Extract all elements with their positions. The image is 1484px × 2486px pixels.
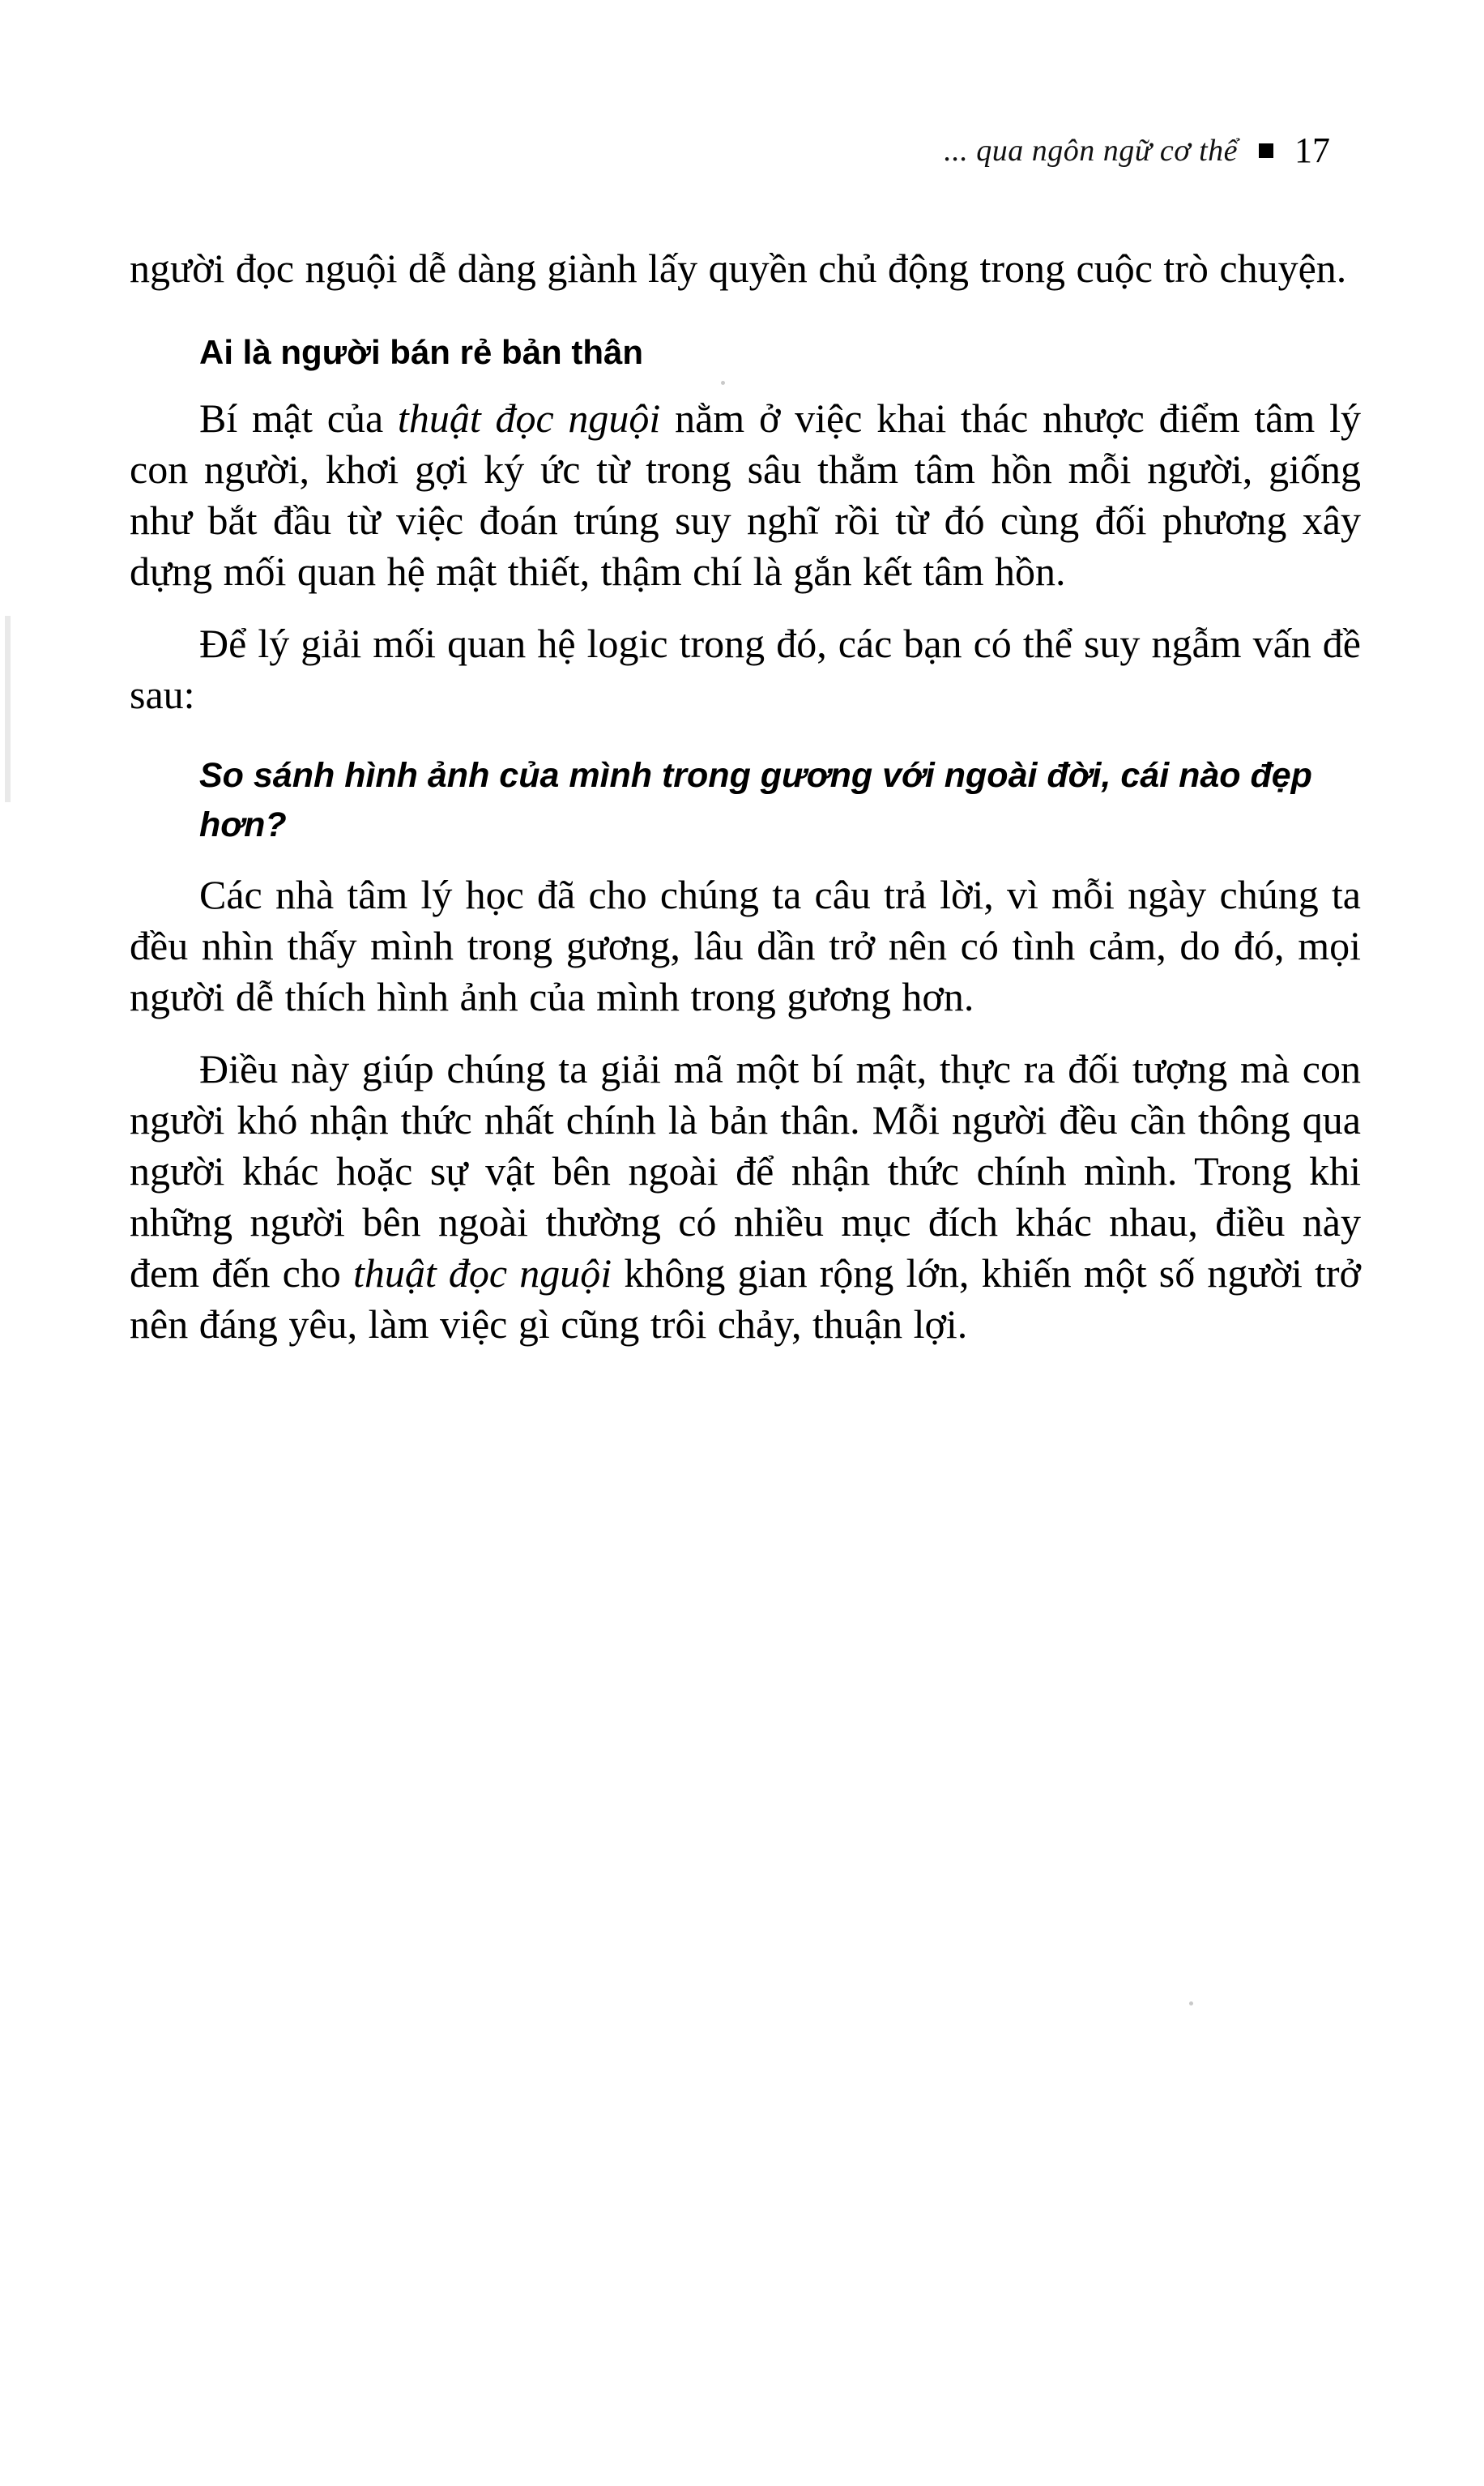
paragraph-opening: người đọc nguội dễ dàng giành lấy quyền chủ động trong cuộc trò chuyện. (130, 246, 1347, 291)
para-secret-after: nằm ở việc khai thác nhược điểm tâm lý con người, khơi gợi ký ức từ trong sâu thẳm tâm hồn mỗi người, giống như bắt đầu từ việc đoán trúng suy nghĩ rồi từ đó cùng đối phương xây dựng mối quan hệ mật thiết, thậm chí là gắn kết tâm hồn. (130, 395, 1361, 594)
page-number: 17 (1294, 130, 1330, 170)
term-cold-reading-2: thuật đọc nguội (352, 1250, 612, 1296)
highlighted-question: So sánh hình ảnh của mình trong gương với ngoài đời, cái nào đẹp hơn? (199, 756, 1312, 845)
paragraph-final (130, 1044, 1361, 1350)
paragraph-secret (130, 393, 1361, 597)
para-final-after: không gian rộng lớn, khiến một số người trở nên đáng yêu, làm việc gì cũng trôi chảy, thuận lợi. (130, 1250, 1361, 1348)
para-final-before: Điều này giúp chúng ta giải mã một bí mật, thực ra đối tượng mà con người khó nhận thức nhất chính là bản thân. Mỗi người đều cần thông qua người khác hoặc sự vật bên ngoài để nhận thức chính mình. Trong khi những người bên ngoài thường có nhiều mục đích khác nhau, điều này đem đến cho (130, 1046, 1361, 1296)
paragraph-psychologists: Các nhà tâm lý học đã cho chúng ta câu trả lời, vì mỗi ngày chúng ta đều nhìn thấy mình trong gương, lâu dần trở nên có tình cảm, do đó, mọi người dễ thích hình ảnh của mình trong gương hơn. (130, 872, 1361, 1020)
paragraph-logic: Để lý giải mối quan hệ logic trong đó, các bạn có thể suy ngẫm vấn đề sau: (130, 621, 1361, 717)
running-head (944, 130, 1330, 171)
running-head-title: ... qua ngôn ngữ cơ thể (944, 133, 1238, 168)
term-cold-reading-1: thuật đọc nguội (397, 395, 661, 441)
body-text (130, 243, 1361, 1353)
para-secret-before: Bí mật của (199, 395, 398, 441)
section-subheading: Ai là người bán rẻ bản thân (199, 333, 643, 371)
scan-speck (1189, 2001, 1193, 2005)
scan-edge-artifact (5, 616, 11, 802)
square-bullet-icon (1259, 143, 1273, 158)
